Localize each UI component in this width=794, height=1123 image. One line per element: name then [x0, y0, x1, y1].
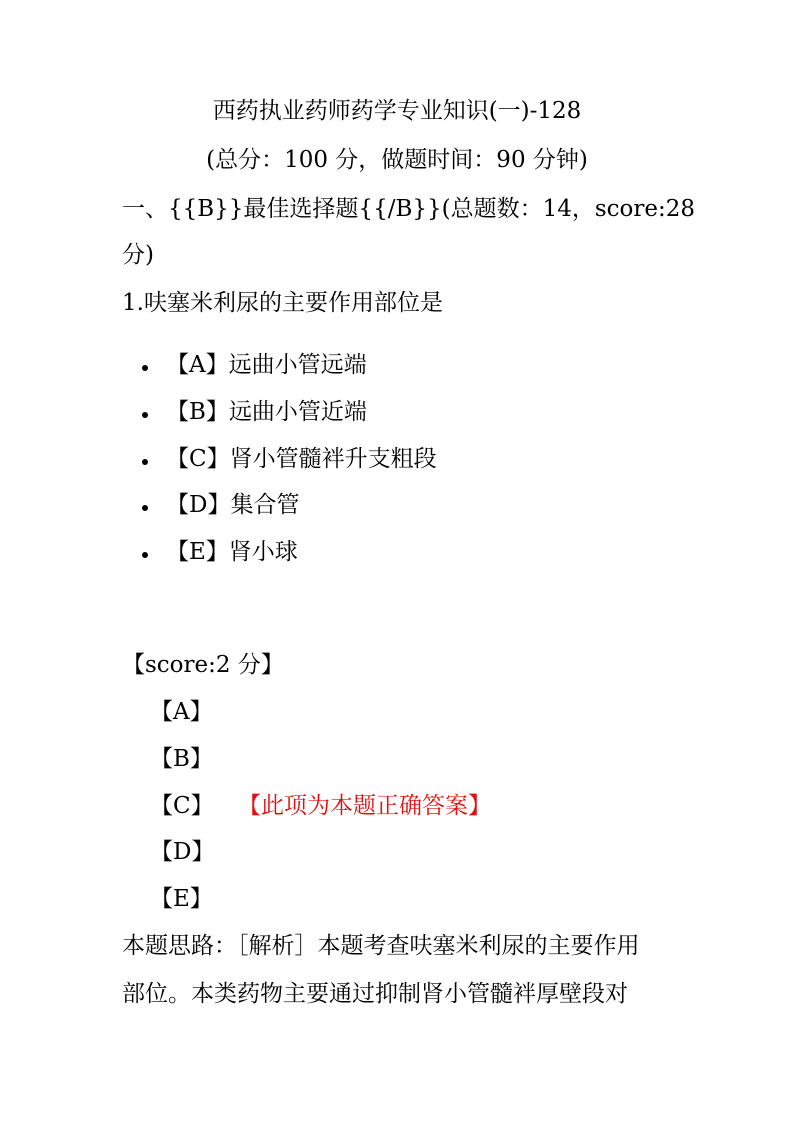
bullet-icon — [142, 365, 148, 371]
option-e — [142, 538, 298, 566]
option-label: 【E】肾小球 — [166, 539, 298, 565]
correct-answer-marker: 【此项为本题正确答案】 — [238, 793, 491, 819]
section-heading-continued: 分) — [122, 242, 154, 268]
answer-item-d: 【D】 — [150, 839, 215, 865]
analysis-text: 本题思路：［解析］本题考查呋塞米利尿的主要作用 — [122, 933, 640, 959]
option-label: 【D】集合管 — [166, 492, 300, 518]
answer-item-label: 【C】 — [150, 793, 214, 819]
score-label: 【score:2 分】 — [122, 652, 284, 678]
analysis-text-continued: 部位。本类药物主要通过抑制肾小管髓袢厚壁段对 — [122, 981, 628, 1007]
option-b — [142, 398, 367, 426]
option-label: 【A】远曲小管远端 — [166, 352, 367, 378]
option-c — [142, 445, 437, 473]
question-stem: 1.呋塞米利尿的主要作用部位是 — [122, 290, 443, 316]
answer-item-c — [150, 792, 214, 820]
page-title: 西药执业药师药学专业知识(一)-128 — [212, 98, 582, 124]
option-d — [142, 491, 299, 519]
answer-item-b: 【B】 — [150, 746, 213, 772]
option-label: 【B】远曲小管近端 — [166, 399, 367, 425]
page-subtitle: (总分：100 分，做题时间：90 分钟) — [206, 147, 588, 173]
bullet-icon — [142, 505, 148, 511]
answer-item-e: 【E】 — [150, 886, 213, 912]
bullet-icon — [142, 459, 148, 465]
option-label: 【C】肾小管髓袢升支粗段 — [166, 446, 437, 472]
answer-item-a: 【A】 — [150, 699, 213, 725]
option-a — [142, 351, 367, 379]
section-heading: 一、{{B}}最佳选择题{{/B}}(总题数：14，score:28 — [122, 196, 696, 222]
bullet-icon — [142, 552, 148, 558]
bullet-icon — [142, 412, 148, 418]
